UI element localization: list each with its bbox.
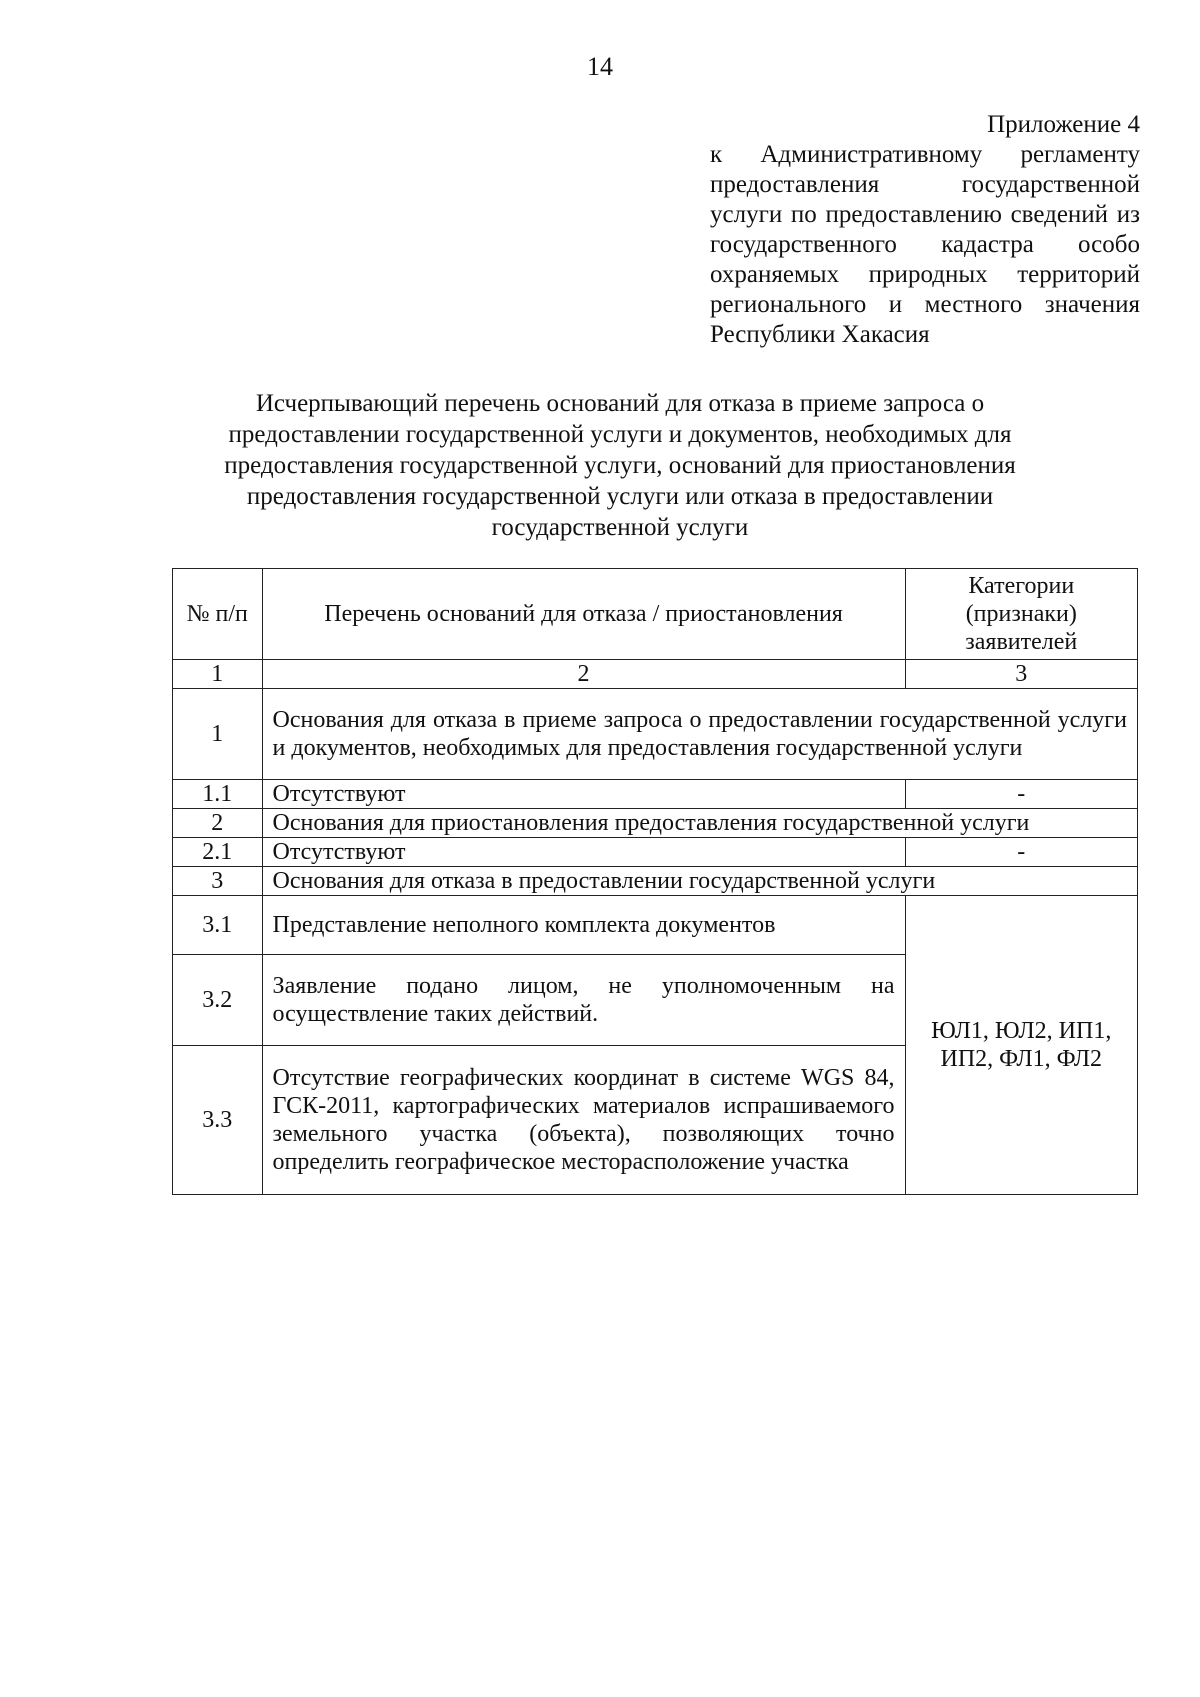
document-title: Исчерпывающий перечень оснований для отказа в приеме запроса о предоставлении государственной услуги и документов, необходимых для предоставления государственной услуги, оснований для приостановления предоставления государственной услуги или отказа в предоставлении государственной услуги	[224, 390, 1016, 541]
appendix-body: к Административному регламенту предоставления государственной услуги по предоставлению сведений из государственного кадастра особо охраняемых природных территорий регионального и местного значения Республики Хакасия	[710, 141, 1140, 348]
row-num: 2	[173, 809, 263, 838]
grounds-table	[172, 568, 1138, 1195]
row-num: 3.3	[173, 1046, 263, 1195]
row-text: Отсутствие географических координат в системе WGS 84, ГСК-2011, картографических материалов испрашиваемого земельного участка (объекта), позволяющих точно определить географическое месторасположение участка	[262, 1046, 905, 1195]
table-row	[173, 896, 1138, 955]
column-number: 1	[173, 660, 263, 689]
column-number: 3	[905, 660, 1137, 689]
row-num: 2.1	[173, 838, 263, 867]
group-3-categories: ЮЛ1, ЮЛ2, ИП1, ИП2, ФЛ1, ФЛ2	[905, 896, 1137, 1195]
table-row	[173, 780, 1138, 809]
row-text: Основания для отказа в предоставлении государственной услуги	[262, 867, 1137, 896]
row-num: 3.1	[173, 896, 263, 955]
table-row	[173, 867, 1138, 896]
table-row	[173, 809, 1138, 838]
row-num: 1	[173, 689, 263, 780]
column-number: 2	[262, 660, 905, 689]
row-num: 3	[173, 867, 263, 896]
table-row	[173, 689, 1138, 780]
row-text: Отсутствуют	[262, 838, 905, 867]
page-number: 14	[587, 52, 613, 81]
appendix-title: Приложение 4	[987, 111, 1140, 138]
row-num: 1.1	[173, 780, 263, 809]
header-list: Перечень оснований для отказа / приостановления	[262, 569, 905, 660]
header-categories: Категории (признаки) заявителей	[905, 569, 1137, 660]
row-category: -	[905, 838, 1137, 867]
row-text: Представление неполного комплекта документов	[262, 896, 905, 955]
row-num: 3.2	[173, 955, 263, 1046]
row-text: Основания для приостановления предоставления государственной услуги	[262, 809, 1137, 838]
table-row	[173, 838, 1138, 867]
header-num: № п/п	[173, 569, 263, 660]
column-numbers-row	[173, 660, 1138, 689]
row-text: Заявление подано лицом, не уполномоченным на осуществление таких действий.	[262, 955, 905, 1046]
row-text: Отсутствуют	[262, 780, 905, 809]
row-category: -	[905, 780, 1137, 809]
appendix-header	[710, 110, 1140, 350]
table-header-row	[173, 569, 1138, 660]
row-text: Основания для отказа в приеме запроса о предоставлении государственной услуги и документов, необходимых для предоставления государственной услуги	[262, 689, 1137, 780]
